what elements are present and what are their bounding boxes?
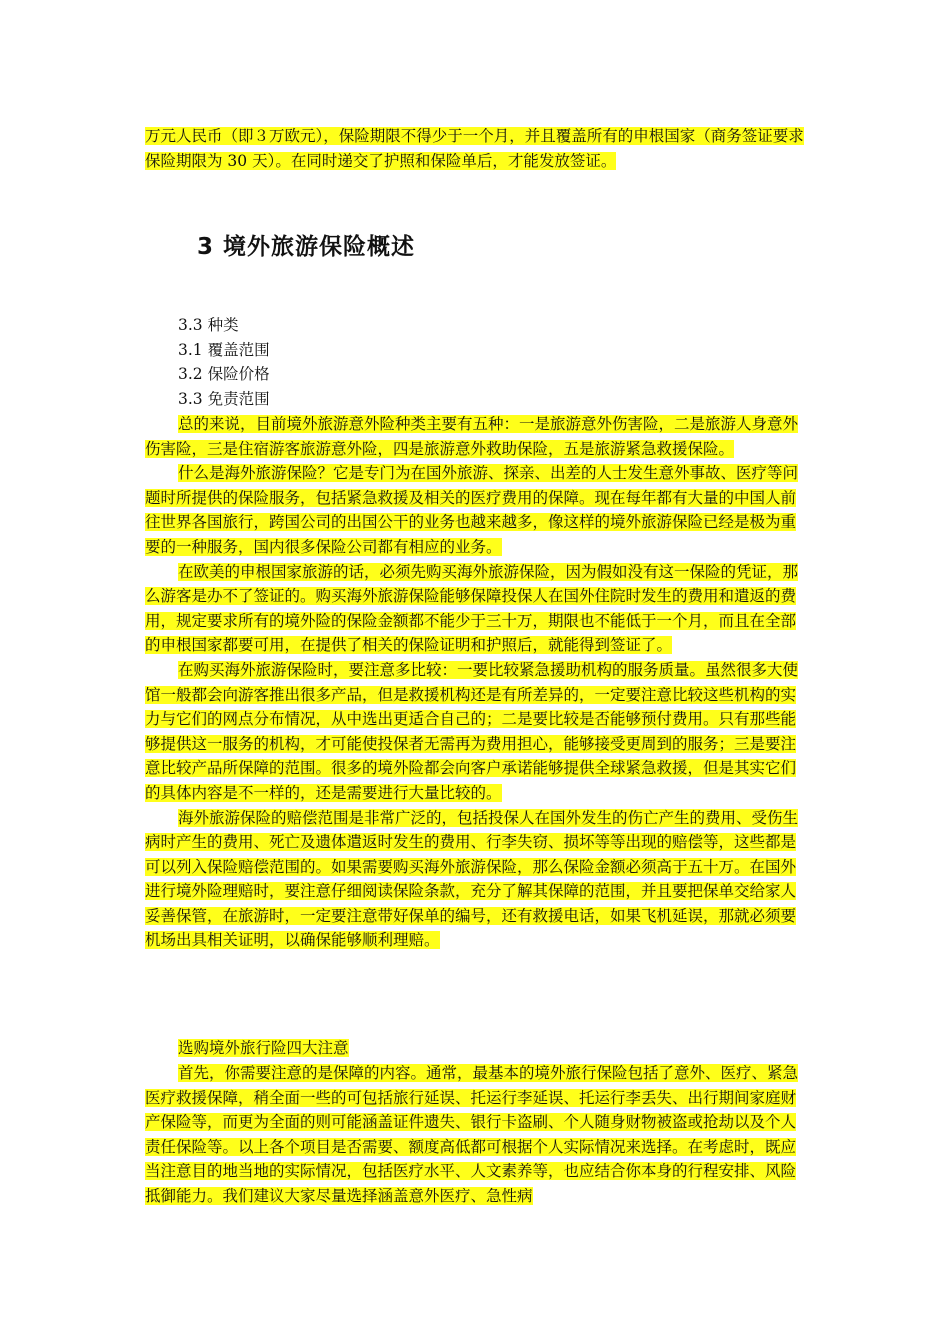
toc-item: 3.3 种类	[178, 316, 239, 334]
paragraph	[145, 412, 810, 461]
paragraph	[145, 1061, 810, 1209]
toc-item: 3.1 覆盖范围	[178, 340, 270, 359]
paragraph-text: 在购买海外旅游保险时，要注意多比较：一要比较紧急援助机构的服务质量。虽然很多大使馆一般都会向游客推出很多产品，但是救援机构还是有所差异的，一定要注意比较这些机构的实力与它们的网点分布情况，从中选出更适合自己的；二是要比较是否能够预付费用。只有那些能够提供这一服务的机构，才可能使投保者无需再为费用担心，能够接受更周到的服务；三是要注意比较产品所保障的范围。很多的境外险都会向客户承诺能够提供全球紧急救援，但是其实它们的具体内容是不一样的，还是需要进行大量比较的。	[145, 660, 799, 802]
table-of-contents	[178, 313, 270, 411]
intro-text: 万元人民币（即３万欧元），保险期限不得少于一个月，并且覆盖所有的申根国家（商务签证要求保险期限为 30 天）。在同时递交了护照和保险单后，才能发放签证。	[145, 127, 804, 170]
subheading-text: 选购境外旅行险四大注意	[178, 1039, 349, 1057]
final-paragraph	[145, 1061, 810, 1209]
paragraph-text: 在欧美的申根国家旅游的话，必须先购买海外旅游保险，因为假如没有这一保险的凭证，那么游客是办不了签证的。购买海外旅游保险能够保障投保人在国外住院时发生的费用和遣返的费用，规定要求所有的境外险的保险金额都不能少于三十万，期限也不能低于一个月，而且在全部的申根国家都要可用，在提供了相关的保险证明和护照后，就能得到签证了。	[145, 562, 799, 655]
section-heading: 3 境外旅游保险概述	[197, 234, 416, 260]
subheading	[178, 1036, 349, 1058]
paragraph-text: 总的来说，目前境外旅游意外险种类主要有五种：一是旅游意外伤害险，二是旅游人身意外伤害险，三是住宿游客旅游意外险，四是旅游意外救助保险，五是旅游紧急救援保险。	[145, 415, 799, 458]
paragraph-text: 首先，你需要注意的是保障的内容。通常，最基本的境外旅行保险包括了意外、医疗、紧急医疗救援保障，稍全面一些的可包括旅行延误、托运行李延误、托运行李丢失、出行期间家庭财产保险等，而更为全面的则可能涵盖证件遗失、银行卡盗刷、个人随身财物被盗或抢劫以及个人责任保险等。以上各个项目是否需要、额度高低都可根据个人实际情况来选择。在考虑时，既应当注意目的地当地的实际情况，包括医疗水平、人文素养等，也应结合你本身的行程安排、风险抵御能力。我们建议大家尽量选择涵盖意外医疗、急性病	[145, 1064, 799, 1205]
paragraph-text: 海外旅游保险的赔偿范围是非常广泛的，包括投保人在国外发生的伤亡产生的费用、受伤生病时产生的费用、死亡及遗体遣返时发生的费用、行李失窃、损坏等等出现的赔偿等，这些都是可以列入保险赔偿范围的。如果需要购买海外旅游保险，那么保险金额必须高于五十万。在国外进行境外险理赔时，要注意仔细阅读保险条款，充分了解其保障的范围，并且要把保单交给家人妥善保管，在旅游时，一定要注意带好保单的编号，还有救援电话，如果飞机延误，那就必须要机场出具相关证明，以确保能够顺利理赔。	[145, 808, 799, 950]
paragraph	[145, 560, 810, 658]
intro-paragraph	[145, 124, 810, 173]
paragraph-text: 什么是海外旅游保险？它是专门为在国外旅游、探亲、出差的人士发生意外事故、医疗等问题时所提供的保险服务，包括紧急救援及相关的医疗费用的保障。现在每年都有大量的中国人前往世界各国旅行，跨国公司的出国公干的业务也越来越多，像这样的境外旅游保险已经是极为重要的一种服务，国内很多保险公司都有相应的业务。	[145, 464, 799, 556]
toc-item: 3.3 免责范围	[178, 389, 270, 408]
toc-item: 3.2 保险价格	[178, 365, 270, 384]
paragraph	[145, 461, 810, 559]
paragraph	[145, 806, 810, 954]
paragraph	[145, 658, 810, 806]
body-paragraphs	[145, 412, 810, 953]
